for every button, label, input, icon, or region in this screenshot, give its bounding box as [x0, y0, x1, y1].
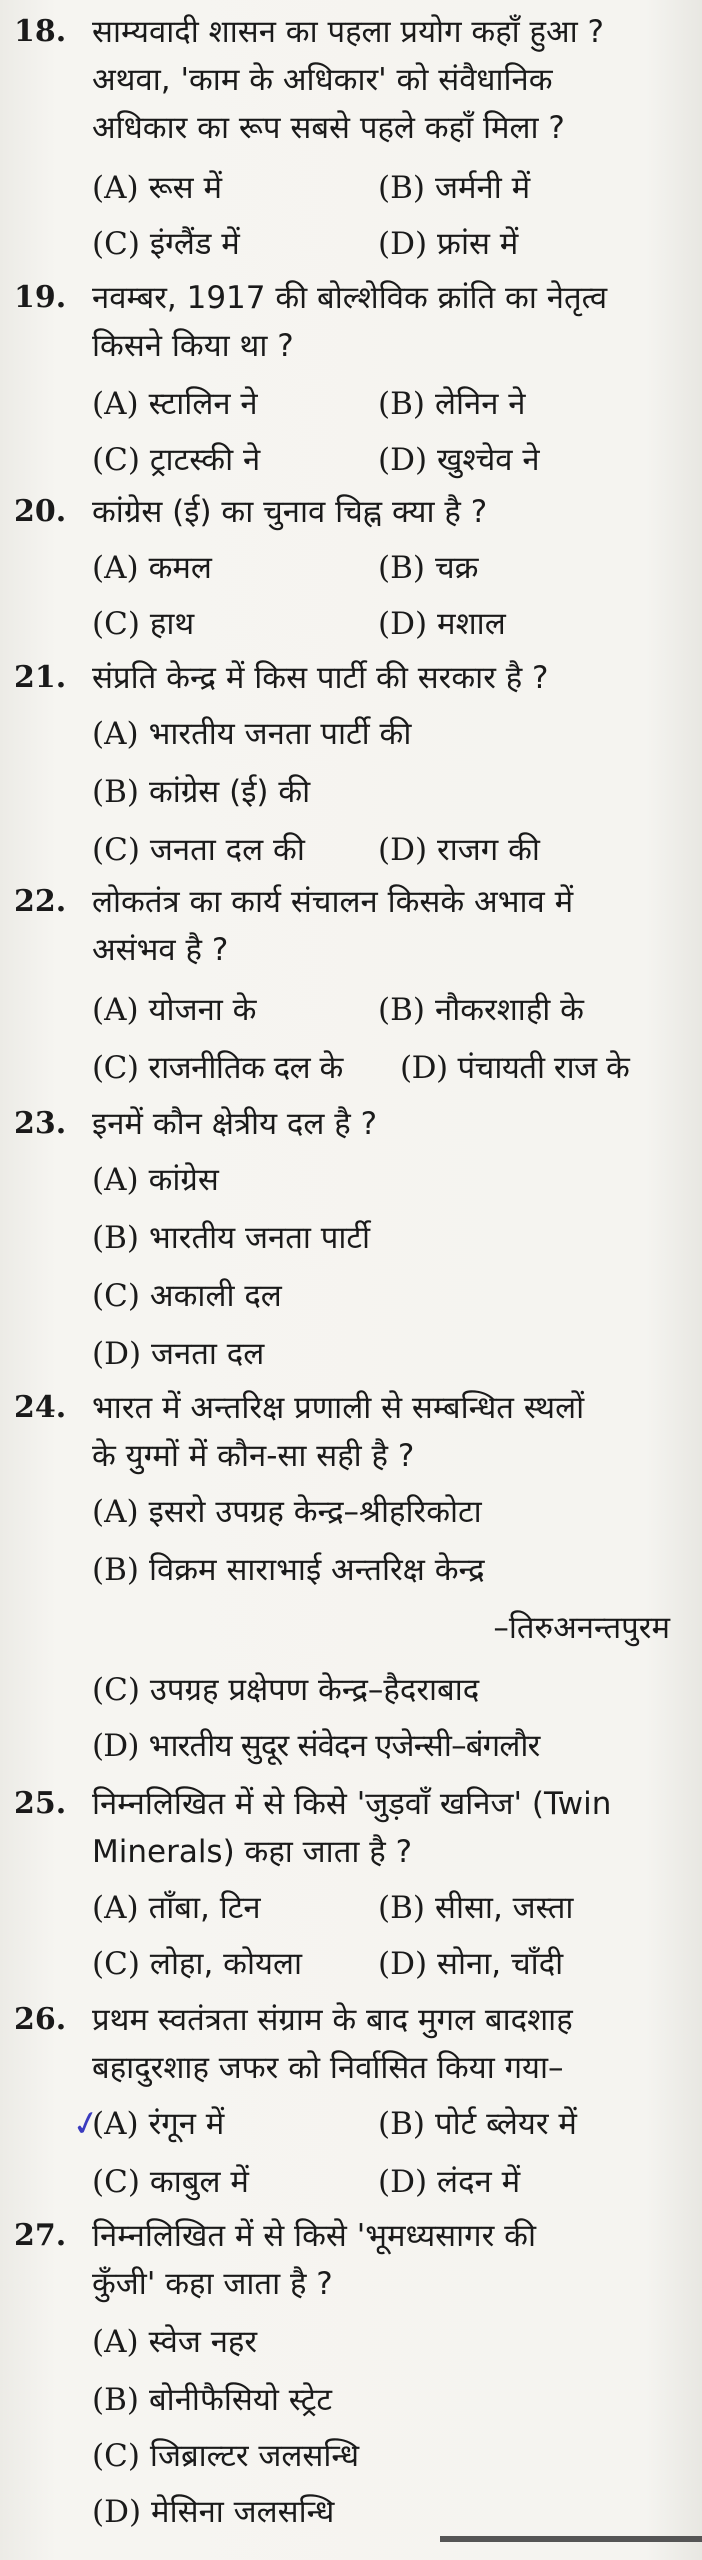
- option-a: (A) ताँबा, टिन: [92, 1890, 261, 1926]
- question-number: 26.: [14, 2002, 67, 2037]
- question-text: निम्नलिखित में से किसे 'भूमध्यसागर की कुँजी' कहा जाता है ?: [92, 2218, 536, 2302]
- question-number: 24.: [14, 1390, 67, 1425]
- option-d: (D) भारतीय सुदूर संवेदन एजेन्सी–बंगलौर: [92, 1728, 540, 1764]
- question-text: लोकतंत्र का कार्य संचालन किसके अभाव में असंभव है ?: [92, 884, 574, 968]
- option-c: (C) राजनीतिक दल के: [92, 1050, 343, 1086]
- option-a: (A) इसरो उपग्रह केन्द्र–श्रीहरिकोटा: [92, 1494, 482, 1530]
- option-a: (A) योजना के: [92, 992, 257, 1028]
- option-b: (B) पोर्ट ब्लेयर में: [378, 2106, 577, 2142]
- question-number: 18.: [14, 14, 67, 49]
- option-b: (B) कांग्रेस (ई) की: [92, 774, 311, 810]
- option-a: (A) रूस में: [92, 170, 223, 206]
- option-c: (C) लोहा, कोयला: [92, 1946, 303, 1982]
- question-number: 23.: [14, 1106, 67, 1141]
- option-b-continuation: –तिरुअनन्तपुरम: [493, 1610, 670, 1646]
- option-c: (C) जनता दल की: [92, 832, 305, 868]
- answer-tick-mark: ✓: [68, 2101, 105, 2147]
- option-a: (A) रंगून में: [92, 2106, 225, 2142]
- question-text: कांग्रेस (ई) का चुनाव चिह्न क्या है ?: [92, 494, 488, 530]
- option-d: (D) पंचायती राज के: [400, 1050, 630, 1086]
- option-c: (C) काबुल में: [92, 2164, 249, 2200]
- option-c: (C) इंग्लैंड में: [92, 226, 240, 262]
- option-c: (C) अकाली दल: [92, 1278, 282, 1314]
- question-text: संप्रति केन्द्र में किस पार्टी की सरकार है ?: [92, 660, 549, 696]
- question-text: साम्यवादी शासन का पहला प्रयोग कहाँ हुआ ? अथवा, 'काम के अधिकार' को संवैधानिक अधिकार का रूप सबसे पहले कहाँ मिला ?: [92, 14, 604, 146]
- question-number: 25.: [14, 1786, 67, 1821]
- question-text: प्रथम स्वतंत्रता संग्राम के बाद मुगल बादशाह बहादुरशाह जफर को निर्वासित किया गया–: [92, 2002, 573, 2086]
- option-c: (C) हाथ: [92, 606, 195, 642]
- option-b: (B) बोनीफैसियो स्ट्रेट: [92, 2382, 333, 2418]
- question-text: नवम्बर, 1917 की बोल्शेविक क्रांति का नेतृत्व किसने किया था ?: [92, 280, 608, 364]
- option-a: (A) कमल: [92, 550, 212, 586]
- option-d: (D) फ्रांस में: [378, 226, 519, 262]
- option-b: (B) जर्मनी में: [378, 170, 531, 206]
- option-a: (A) स्टालिन ने: [92, 386, 258, 422]
- option-b: (B) सीसा, जस्ता: [378, 1890, 574, 1926]
- option-a: (A) भारतीय जनता पार्टी की: [92, 716, 412, 752]
- option-c: (C) ट्राटस्की ने: [92, 442, 261, 478]
- question-number: 21.: [14, 660, 67, 695]
- option-b: (B) भारतीय जनता पार्टी: [92, 1220, 371, 1256]
- question-number: 19.: [14, 280, 67, 315]
- option-b: (B) विक्रम साराभाई अन्तरिक्ष केन्द्र: [92, 1552, 485, 1588]
- question-number: 20.: [14, 494, 67, 529]
- option-b: (B) लेनिन ने: [378, 386, 526, 422]
- option-d: (D) जनता दल: [92, 1336, 265, 1372]
- question-text: भारत में अन्तरिक्ष प्रणाली से सम्बन्धित स्थलों के युग्मों में कौन-सा सही है ?: [92, 1390, 585, 1474]
- option-d: (D) मशाल: [378, 606, 506, 642]
- option-d: (D) सोना, चाँदी: [378, 1946, 564, 1982]
- option-b: (B) चक्र: [378, 550, 479, 586]
- question-text: निम्नलिखित में से किसे 'जुड़वाँ खनिज' (Twin Minerals) कहा जाता है ?: [92, 1786, 612, 1870]
- option-d: (D) खुश्चेव ने: [378, 442, 540, 478]
- option-c: (C) जिब्राल्टर जलसन्धि: [92, 2438, 360, 2474]
- option-a: (A) स्वेज नहर: [92, 2324, 258, 2360]
- option-d: (D) लंदन में: [378, 2164, 521, 2200]
- question-text: इनमें कौन क्षेत्रीय दल है ?: [92, 1106, 378, 1142]
- page-bottom-rule: [440, 2536, 702, 2542]
- question-number: 27.: [14, 2218, 67, 2253]
- option-b: (B) नौकरशाही के: [378, 992, 584, 1028]
- option-d: (D) राजग की: [378, 832, 540, 868]
- option-c: (C) उपग्रह प्रक्षेपण केन्द्र–हैदराबाद: [92, 1672, 480, 1708]
- question-number: 22.: [14, 884, 67, 919]
- option-a: (A) कांग्रेस: [92, 1162, 219, 1198]
- option-d: (D) मेसिना जलसन्धि: [92, 2494, 335, 2530]
